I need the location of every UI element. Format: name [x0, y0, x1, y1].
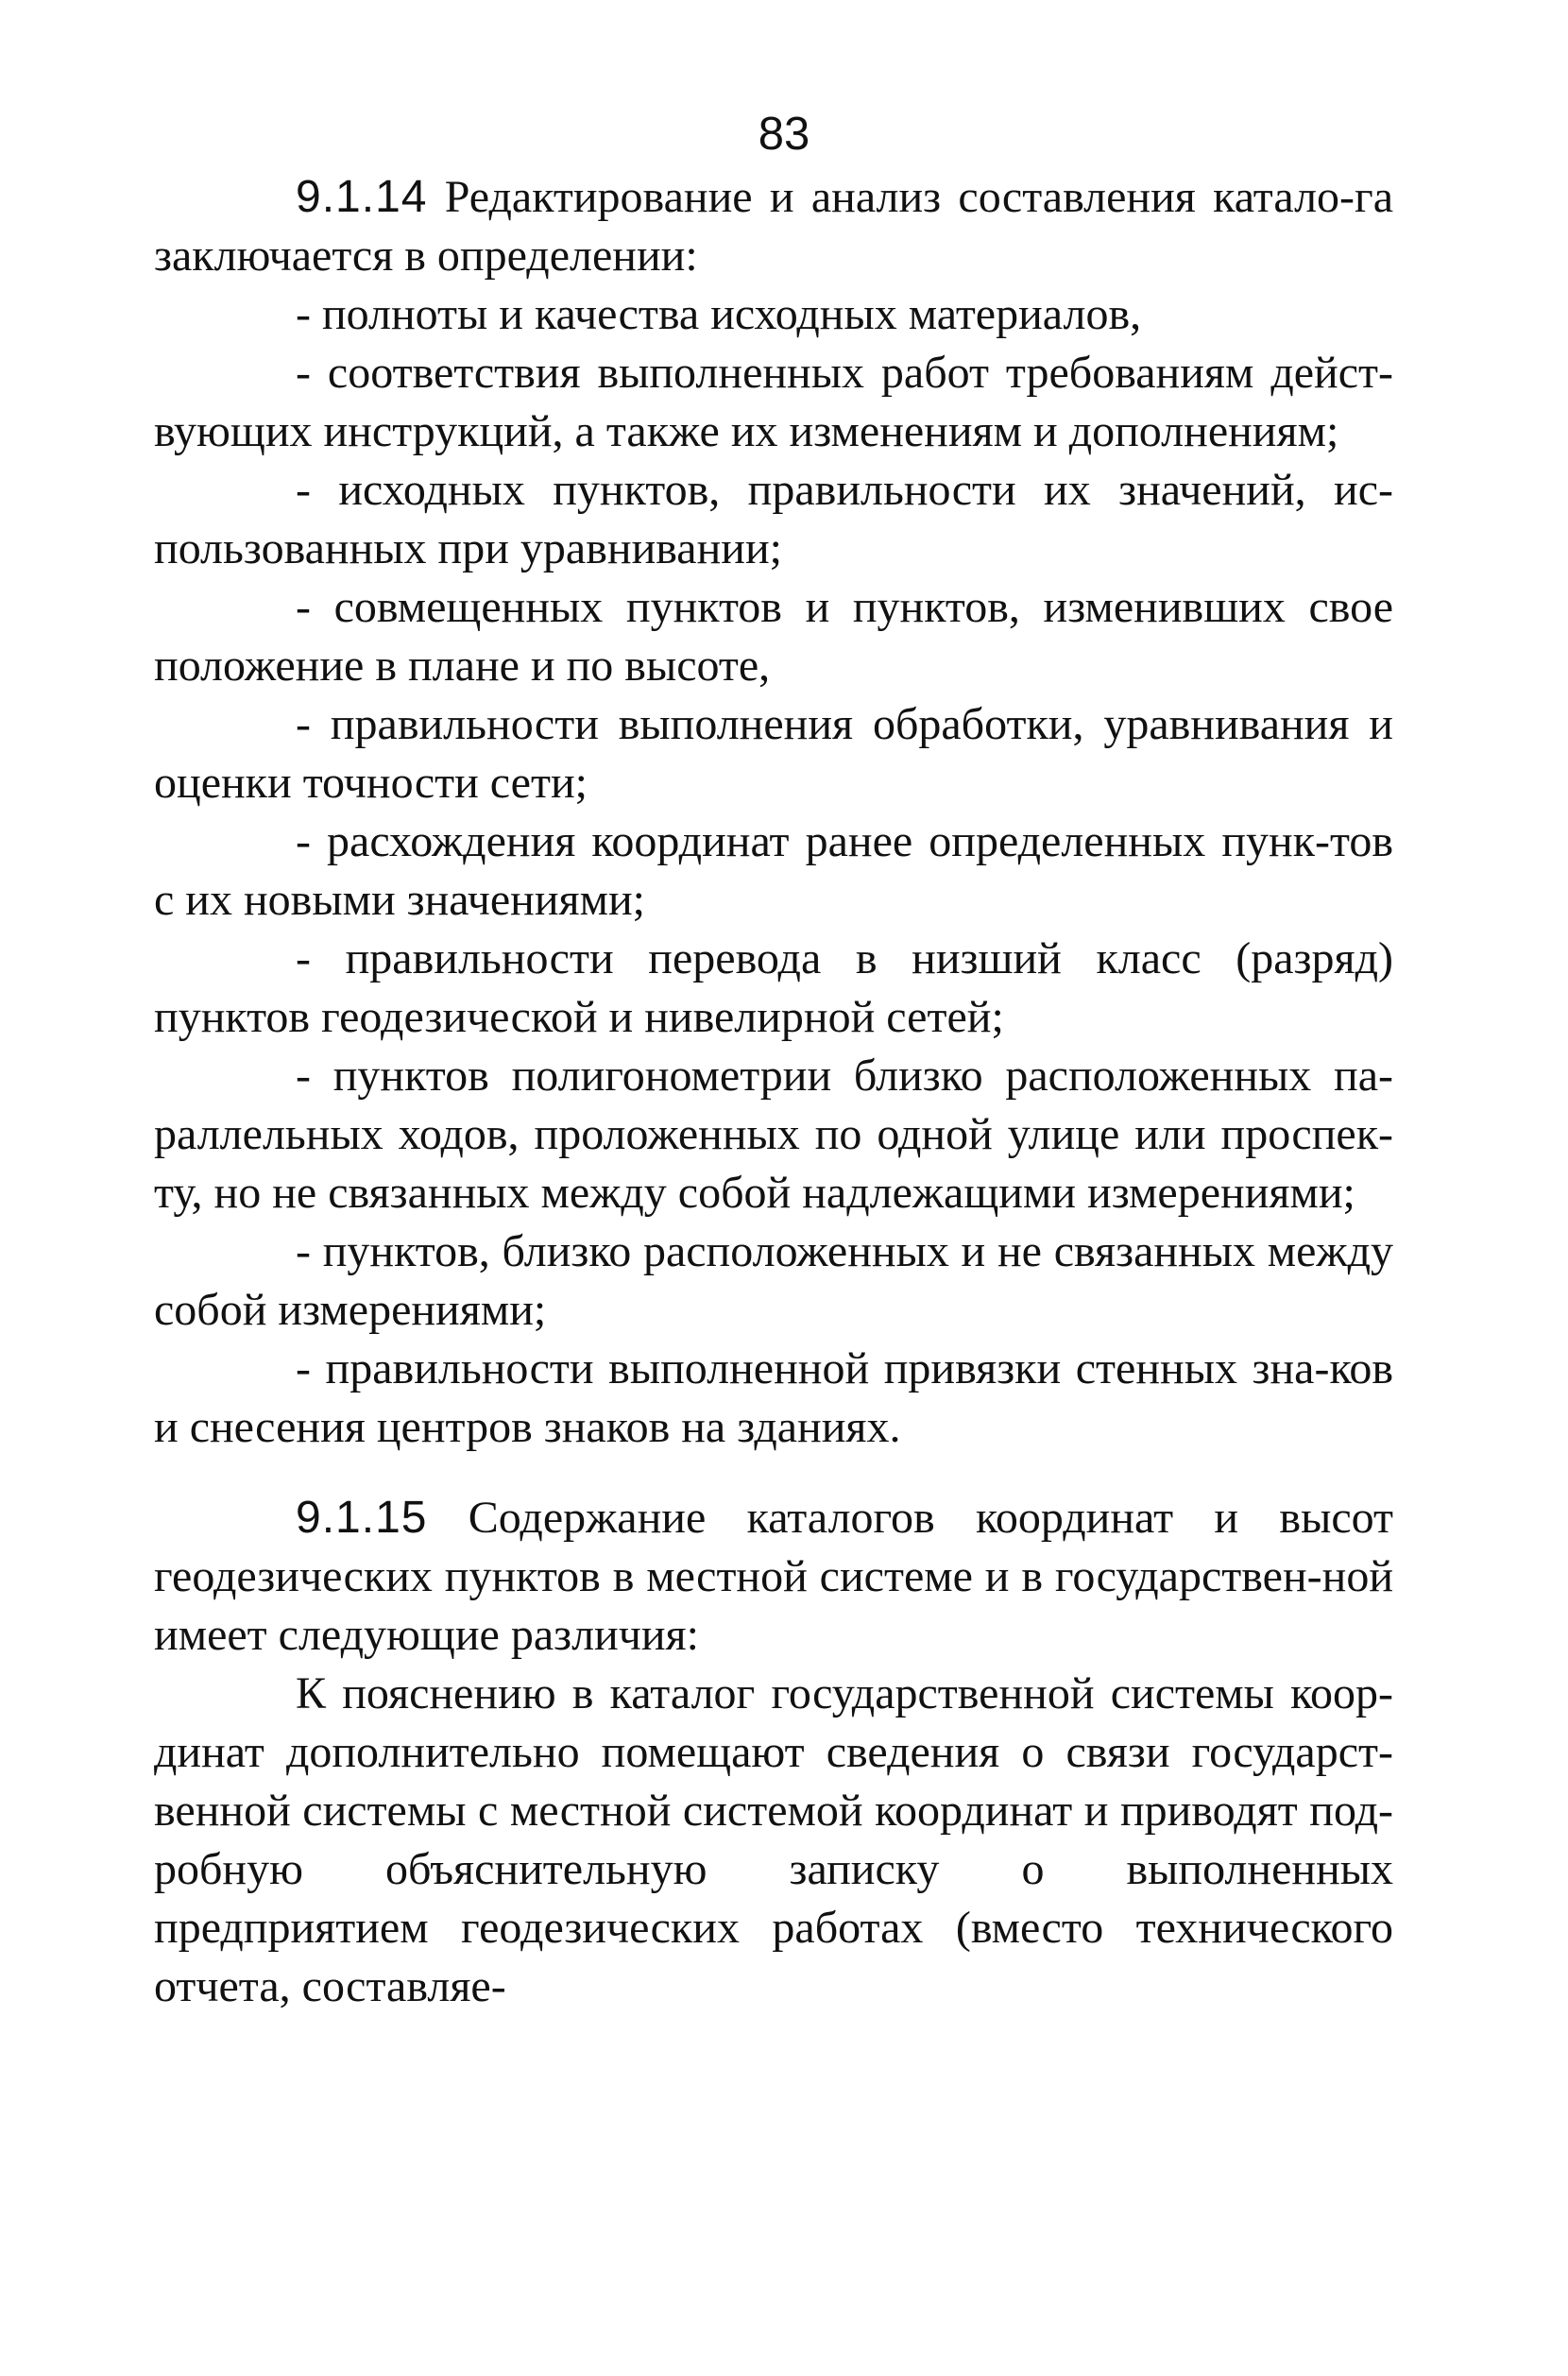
- list-item: - пунктов, близко расположенных и не связанных между собой измерениями;: [154, 1226, 1393, 1335]
- section-number: 9.1.15: [296, 1493, 428, 1543]
- list-item: - полноты и качества исходных материалов,: [296, 289, 1142, 339]
- list-item: - правильности выполнения обработки, уравнивания и оценки точности сети;: [154, 699, 1393, 808]
- list-item: - совмещенных пунктов и пунктов, изменивших свое положение в плане и по высоте,: [154, 582, 1393, 691]
- section-9-1-14-intro: [154, 168, 1393, 285]
- list-item: - пунктов полигонометрии близко расположенных па-раллельных ходов, проложенных по одной улице или проспек-ту, но не связанных между собой надлежащими измерениями;: [154, 1051, 1393, 1218]
- list-item: - расхождения координат ранее определенных пунк-тов с их новыми значениями;: [154, 816, 1393, 925]
- section-heading-text: Редактирование и анализ составления катало-га заключается в определении:: [154, 172, 1393, 281]
- section-heading-text: Содержание каталогов координат и высот геодезических пунктов в местной системе и в государствен-ной имеет следующие различия:: [154, 1493, 1393, 1660]
- body-paragraph: К пояснению в каталог государственной системы коор-динат дополнительно помещают сведения о связи государст-венной системы с местной системой координат и приводят под-робную объяснительную записку о выполненных предприятием геодезических работах (вместо технического отчета, составляе-: [154, 1668, 1393, 2011]
- list-item: - правильности перевода в низший класс (разряд) пунктов геодезической и нивелирной сетей;: [154, 933, 1393, 1042]
- document-body: [154, 168, 1393, 2016]
- list-item: - правильности выполненной привязки стенных зна-ков и снесения центров знаков на зданиях.: [154, 1343, 1393, 1452]
- section-9-1-15-intro: [154, 1489, 1393, 1665]
- list-item: - исходных пунктов, правильности их значений, ис-пользованных при уравнивании;: [154, 465, 1393, 573]
- page-number: 83: [758, 109, 810, 160]
- list-item: - соответствия выполненных работ требованиям дейст-вующих инструкций, а также их изменениям и дополнениям;: [154, 348, 1393, 456]
- section-number: 9.1.14: [296, 172, 428, 222]
